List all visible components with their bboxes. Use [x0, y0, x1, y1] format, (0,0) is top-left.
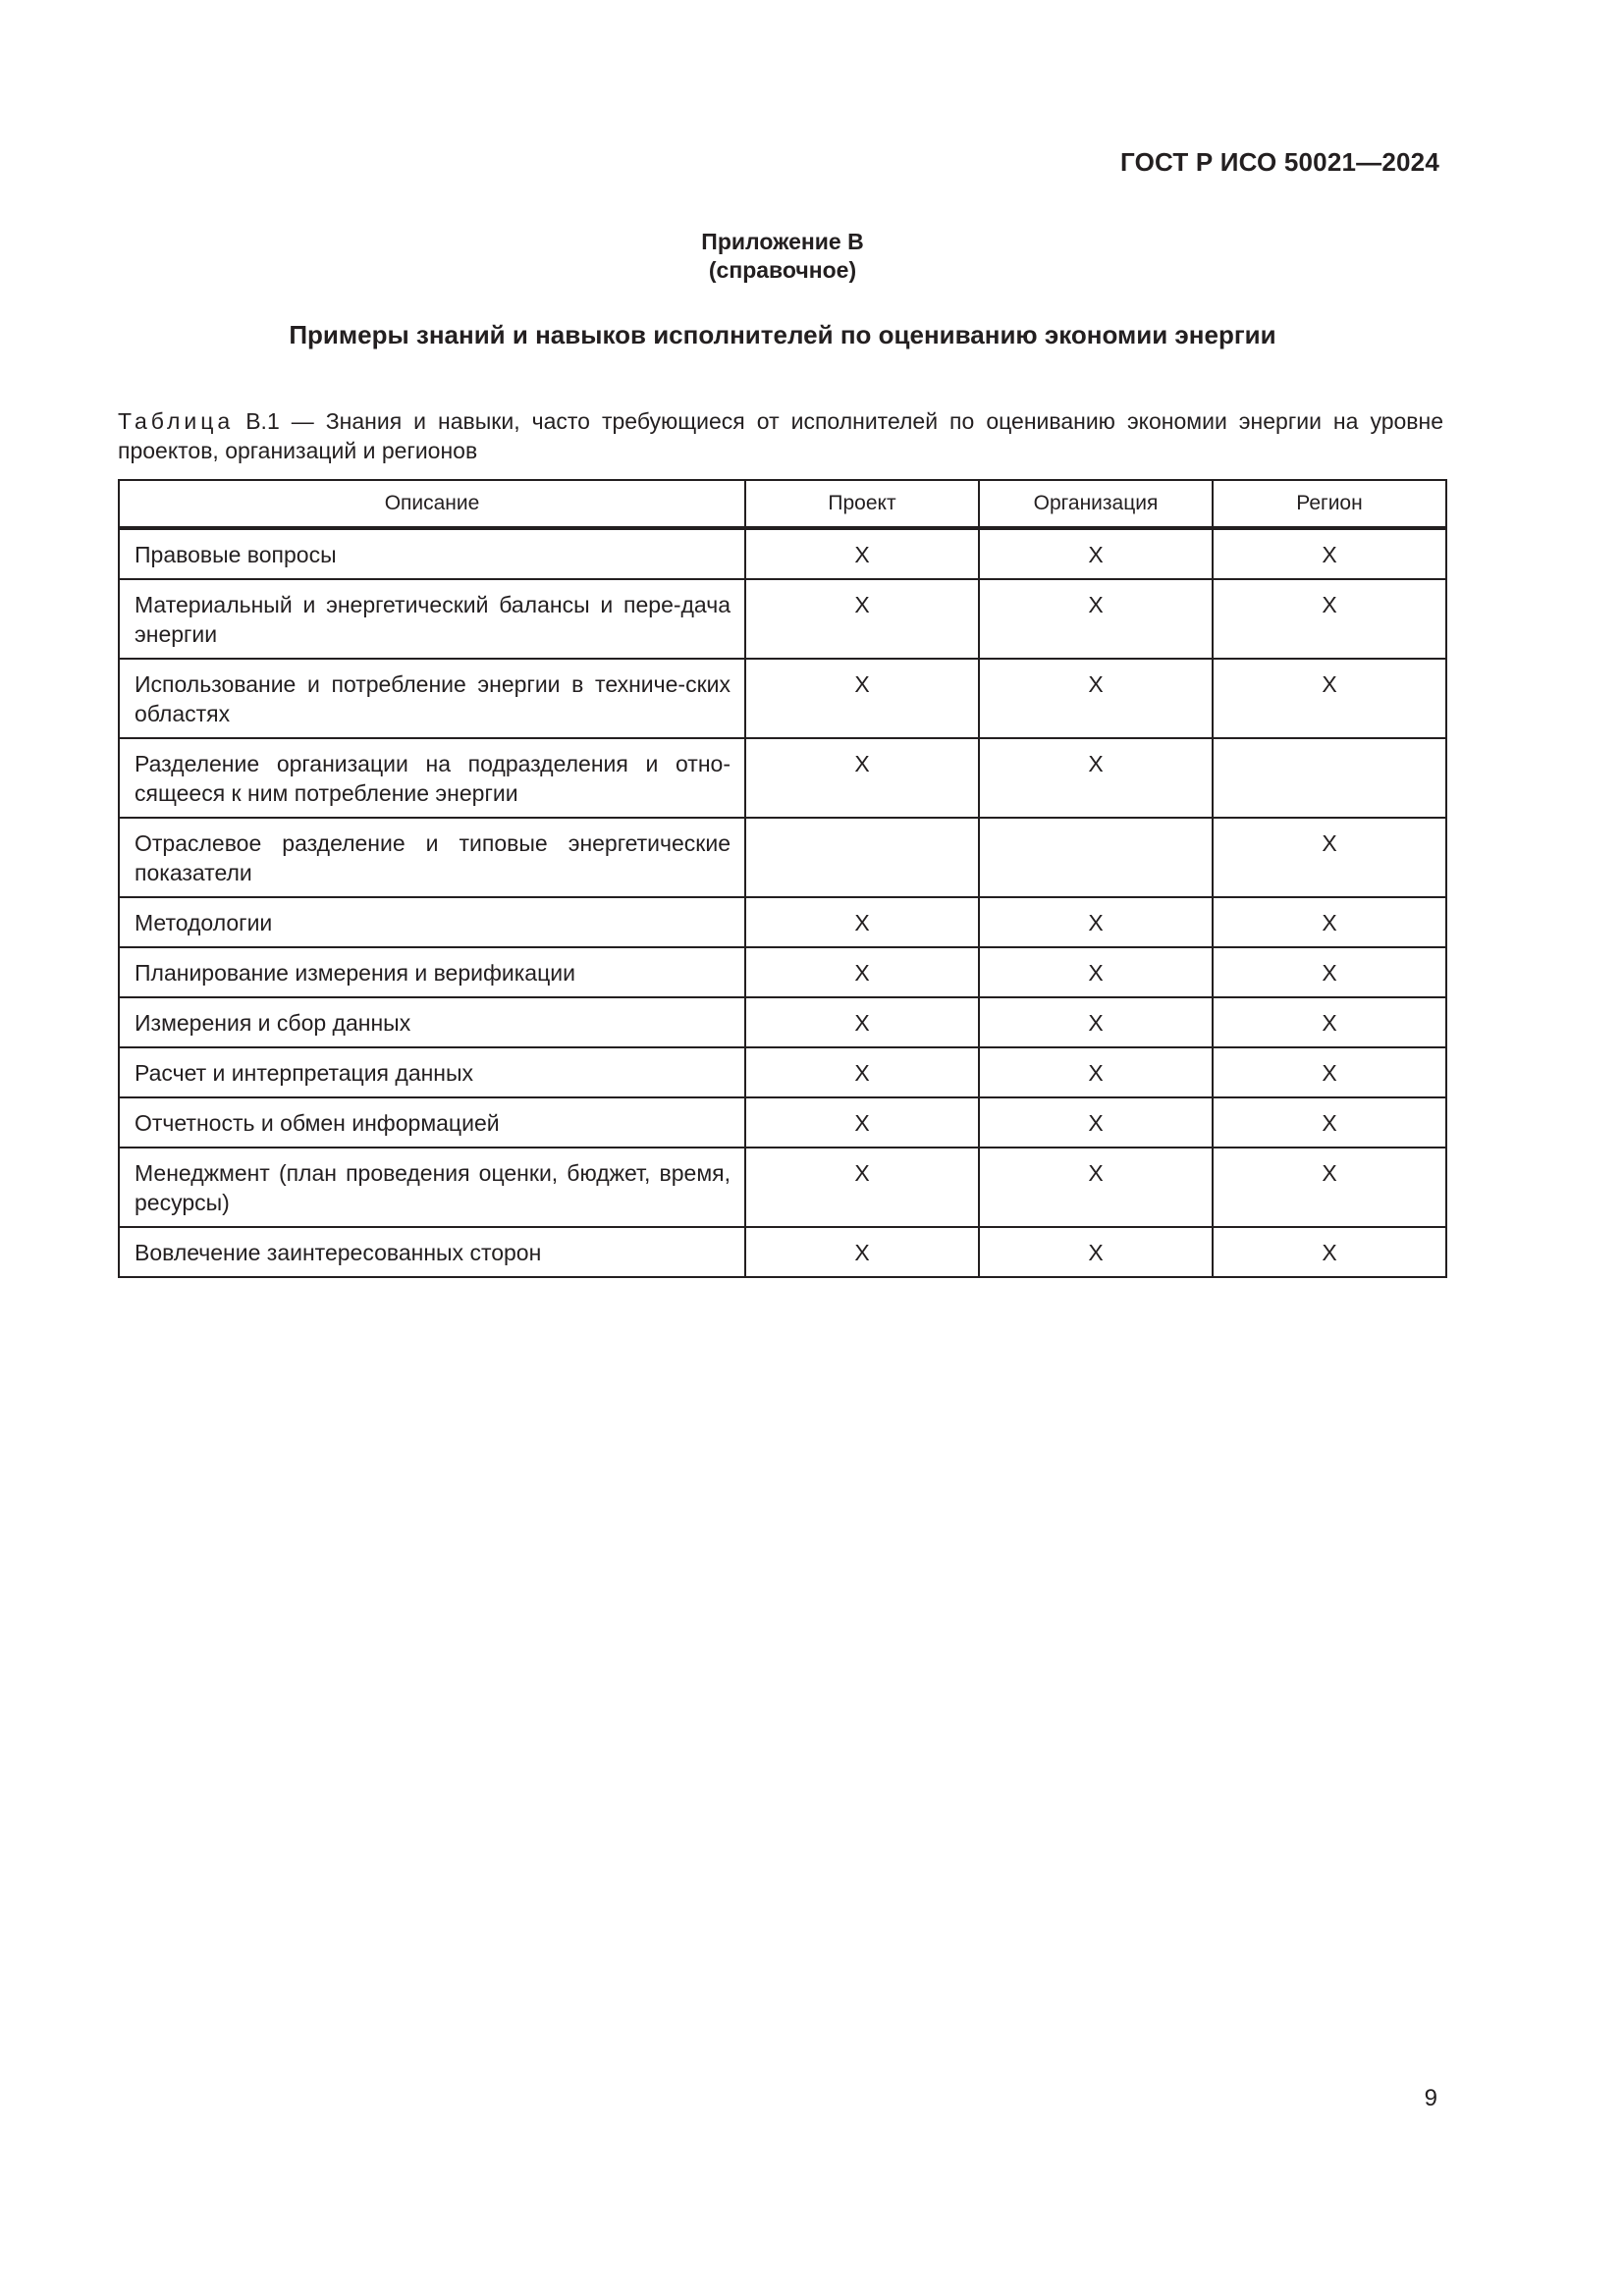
row-region-mark: X [1213, 818, 1446, 897]
row-organization-mark: X [979, 528, 1213, 579]
column-header-description: Описание [119, 480, 745, 528]
row-project-mark: X [745, 1097, 979, 1148]
row-region-mark: X [1213, 1097, 1446, 1148]
row-organization-mark: X [979, 897, 1213, 947]
table-row [119, 659, 1446, 738]
document-standard-id: ГОСТ Р ИСО 50021—2024 [1119, 147, 1439, 177]
row-project-mark: X [745, 1227, 979, 1277]
row-description: Планирование измерения и верификации [119, 947, 745, 997]
row-region-mark: X [1213, 997, 1446, 1047]
row-organization-mark: X [979, 659, 1213, 738]
table-row [119, 1148, 1446, 1227]
row-organization-mark: X [979, 1148, 1213, 1227]
row-project-mark: X [745, 1047, 979, 1097]
row-organization-mark: X [979, 579, 1213, 659]
row-project-mark [745, 818, 979, 897]
appendix-subtitle: (справочное) [708, 257, 857, 283]
row-organization-mark: X [979, 1097, 1213, 1148]
table-row [119, 738, 1446, 818]
table-row [119, 897, 1446, 947]
section-title: Примеры знаний и навыков исполнителей по оцениванию экономии энергии [289, 320, 1276, 349]
row-region-mark: X [1213, 659, 1446, 738]
row-description: Материальный и энергетический балансы и пере-дача энергии [119, 579, 745, 659]
appendix-heading [0, 228, 1565, 285]
row-project-mark: X [745, 528, 979, 579]
row-region-mark: X [1213, 579, 1446, 659]
row-description: Отраслевое разделение и типовые энергетические показатели [119, 818, 745, 897]
row-region-mark [1213, 738, 1446, 818]
row-description: Правовые вопросы [119, 528, 745, 579]
table-caption-text: В.1 — Знания и навыки, часто требующиеся от исполнителей по оцениванию экономии энергии на уровне проектов, организаций и регионов [118, 408, 1443, 463]
row-description: Вовлечение заинтересованных сторон [119, 1227, 745, 1277]
row-description: Менеджмент (план проведения оценки, бюджет, время, ресурсы) [119, 1148, 745, 1227]
table-row [119, 1227, 1446, 1277]
table-row [119, 997, 1446, 1047]
table-header-row [119, 480, 1446, 528]
row-organization-mark [979, 818, 1213, 897]
table-row [119, 1047, 1446, 1097]
row-organization-mark: X [979, 947, 1213, 997]
table-caption [118, 406, 1443, 465]
row-organization-mark: X [979, 1227, 1213, 1277]
row-project-mark: X [745, 947, 979, 997]
table-row [119, 818, 1446, 897]
row-region-mark: X [1213, 1227, 1446, 1277]
table-row [119, 528, 1446, 579]
table-caption-label: Таблица [118, 408, 235, 434]
skills-table [118, 479, 1447, 1278]
table-row [119, 579, 1446, 659]
row-description: Отчетность и обмен информацией [119, 1097, 745, 1148]
row-project-mark: X [745, 1148, 979, 1227]
row-description: Методологии [119, 897, 745, 947]
row-region-mark: X [1213, 1148, 1446, 1227]
row-project-mark: X [745, 997, 979, 1047]
row-region-mark: X [1213, 528, 1446, 579]
row-description: Расчет и интерпретация данных [119, 1047, 745, 1097]
row-project-mark: X [745, 738, 979, 818]
row-description: Разделение организации на подразделения и отно-сящееся к ним потребление энергии [119, 738, 745, 818]
table-row [119, 1097, 1446, 1148]
row-organization-mark: X [979, 1047, 1213, 1097]
row-project-mark: X [745, 579, 979, 659]
appendix-title: Приложение В [701, 229, 864, 254]
row-description: Измерения и сбор данных [119, 997, 745, 1047]
row-project-mark: X [745, 659, 979, 738]
row-description: Использование и потребление энергии в техниче-ских областях [119, 659, 745, 738]
row-project-mark: X [745, 897, 979, 947]
row-region-mark: X [1213, 1047, 1446, 1097]
column-header-organization: Организация [979, 480, 1213, 528]
row-organization-mark: X [979, 997, 1213, 1047]
column-header-region: Регион [1213, 480, 1446, 528]
page-number: 9 [1424, 2085, 1437, 2111]
table-row [119, 947, 1446, 997]
row-organization-mark: X [979, 738, 1213, 818]
column-header-project: Проект [745, 480, 979, 528]
row-region-mark: X [1213, 897, 1446, 947]
row-region-mark: X [1213, 947, 1446, 997]
